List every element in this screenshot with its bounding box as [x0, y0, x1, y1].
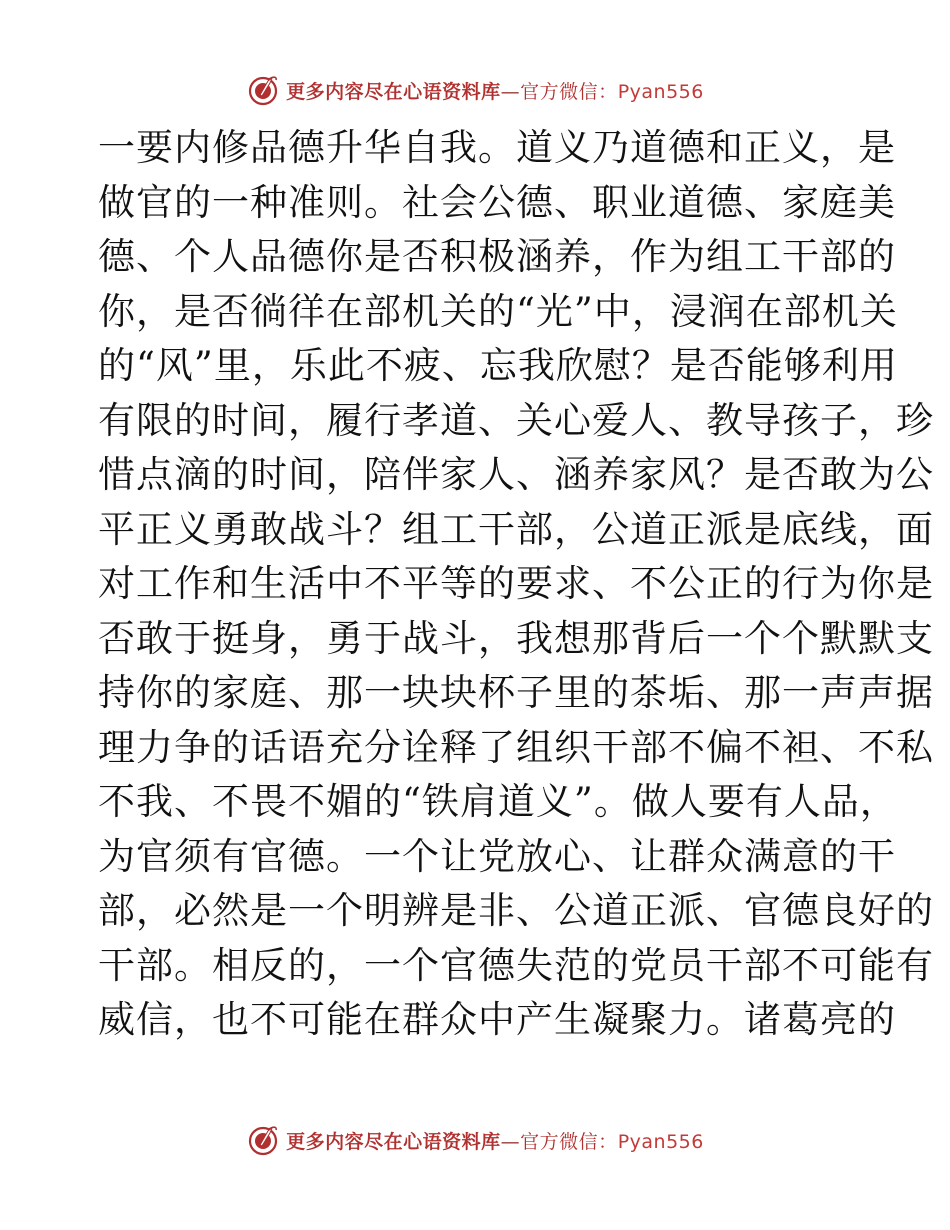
text-line: 干部。相反的，一个官德失范的党员干部不可能有 — [98, 943, 934, 987]
header-banner-text — [286, 77, 704, 104]
text-line: 不我、不畏不媚的“铁肩道义”。做人要有人品， — [98, 780, 898, 823]
text-line: 平正义勇敢战斗？组工干部，公道正派是底线，面 — [98, 507, 934, 551]
text-line: 德、个人品德你是否积极涵养，作为组工干部的 — [98, 235, 896, 278]
text-line: 做官的一种准则。社会公德、职业道德、家庭美 — [98, 180, 896, 224]
text-line: 惜点滴的时间，陪伴家人、涵养家风？是否敢为公 — [98, 453, 934, 496]
footer-banner — [0, 1120, 950, 1160]
header-wechat-id: Pyan556 — [617, 80, 704, 103]
footer-separator: — — [500, 1130, 521, 1153]
header-banner-content — [246, 73, 704, 107]
quill-seal-icon — [246, 1123, 280, 1157]
text-line: 威信，也不可能在群众中产生凝聚力。诸葛亮的 — [98, 998, 896, 1041]
text-line: 持你的家庭、那一块块杯子里的茶垢、那一声声据 — [98, 671, 934, 714]
text-line: 理力争的话语充分诠释了组织干部不偏不袒、不私 — [98, 725, 934, 769]
text-line: 一要内修品德升华自我。道义乃道德和正义，是 — [98, 126, 896, 169]
header-banner — [0, 70, 950, 110]
footer-banner-content — [246, 1123, 704, 1157]
text-line: 有限的时间，履行孝道、关心爱人、教导孩子，珍 — [98, 398, 934, 442]
text-line: 部，必然是一个明辨是非、公道正派、官德良好的 — [98, 889, 934, 932]
text-line: 对工作和生活中不平等的要求、不公正的行为你是 — [98, 562, 934, 605]
document-body — [98, 121, 934, 1048]
header-brand-text: 更多内容尽在心语资料库 — [286, 80, 501, 103]
header-wechat-label: 官方微信： — [520, 80, 618, 103]
text-line: 为官须有官德。一个让党放心、让群众满意的干 — [98, 834, 896, 878]
text-line: 你，是否徜徉在部机关的“光”中，浸润在部机关 — [98, 289, 898, 333]
text-line: 否敢于挺身，勇于战斗，我想那背后一个个默默支 — [98, 616, 934, 660]
text-line: 的“风”里，乐此不疲、忘我欣慰？是否能够利用 — [98, 344, 898, 387]
footer-brand-text: 更多内容尽在心语资料库 — [286, 1130, 501, 1153]
footer-banner-text — [286, 1127, 704, 1154]
header-separator: — — [500, 80, 521, 103]
footer-wechat-id: Pyan556 — [617, 1130, 704, 1153]
quill-seal-icon — [246, 73, 280, 107]
footer-wechat-label: 官方微信： — [520, 1130, 618, 1153]
